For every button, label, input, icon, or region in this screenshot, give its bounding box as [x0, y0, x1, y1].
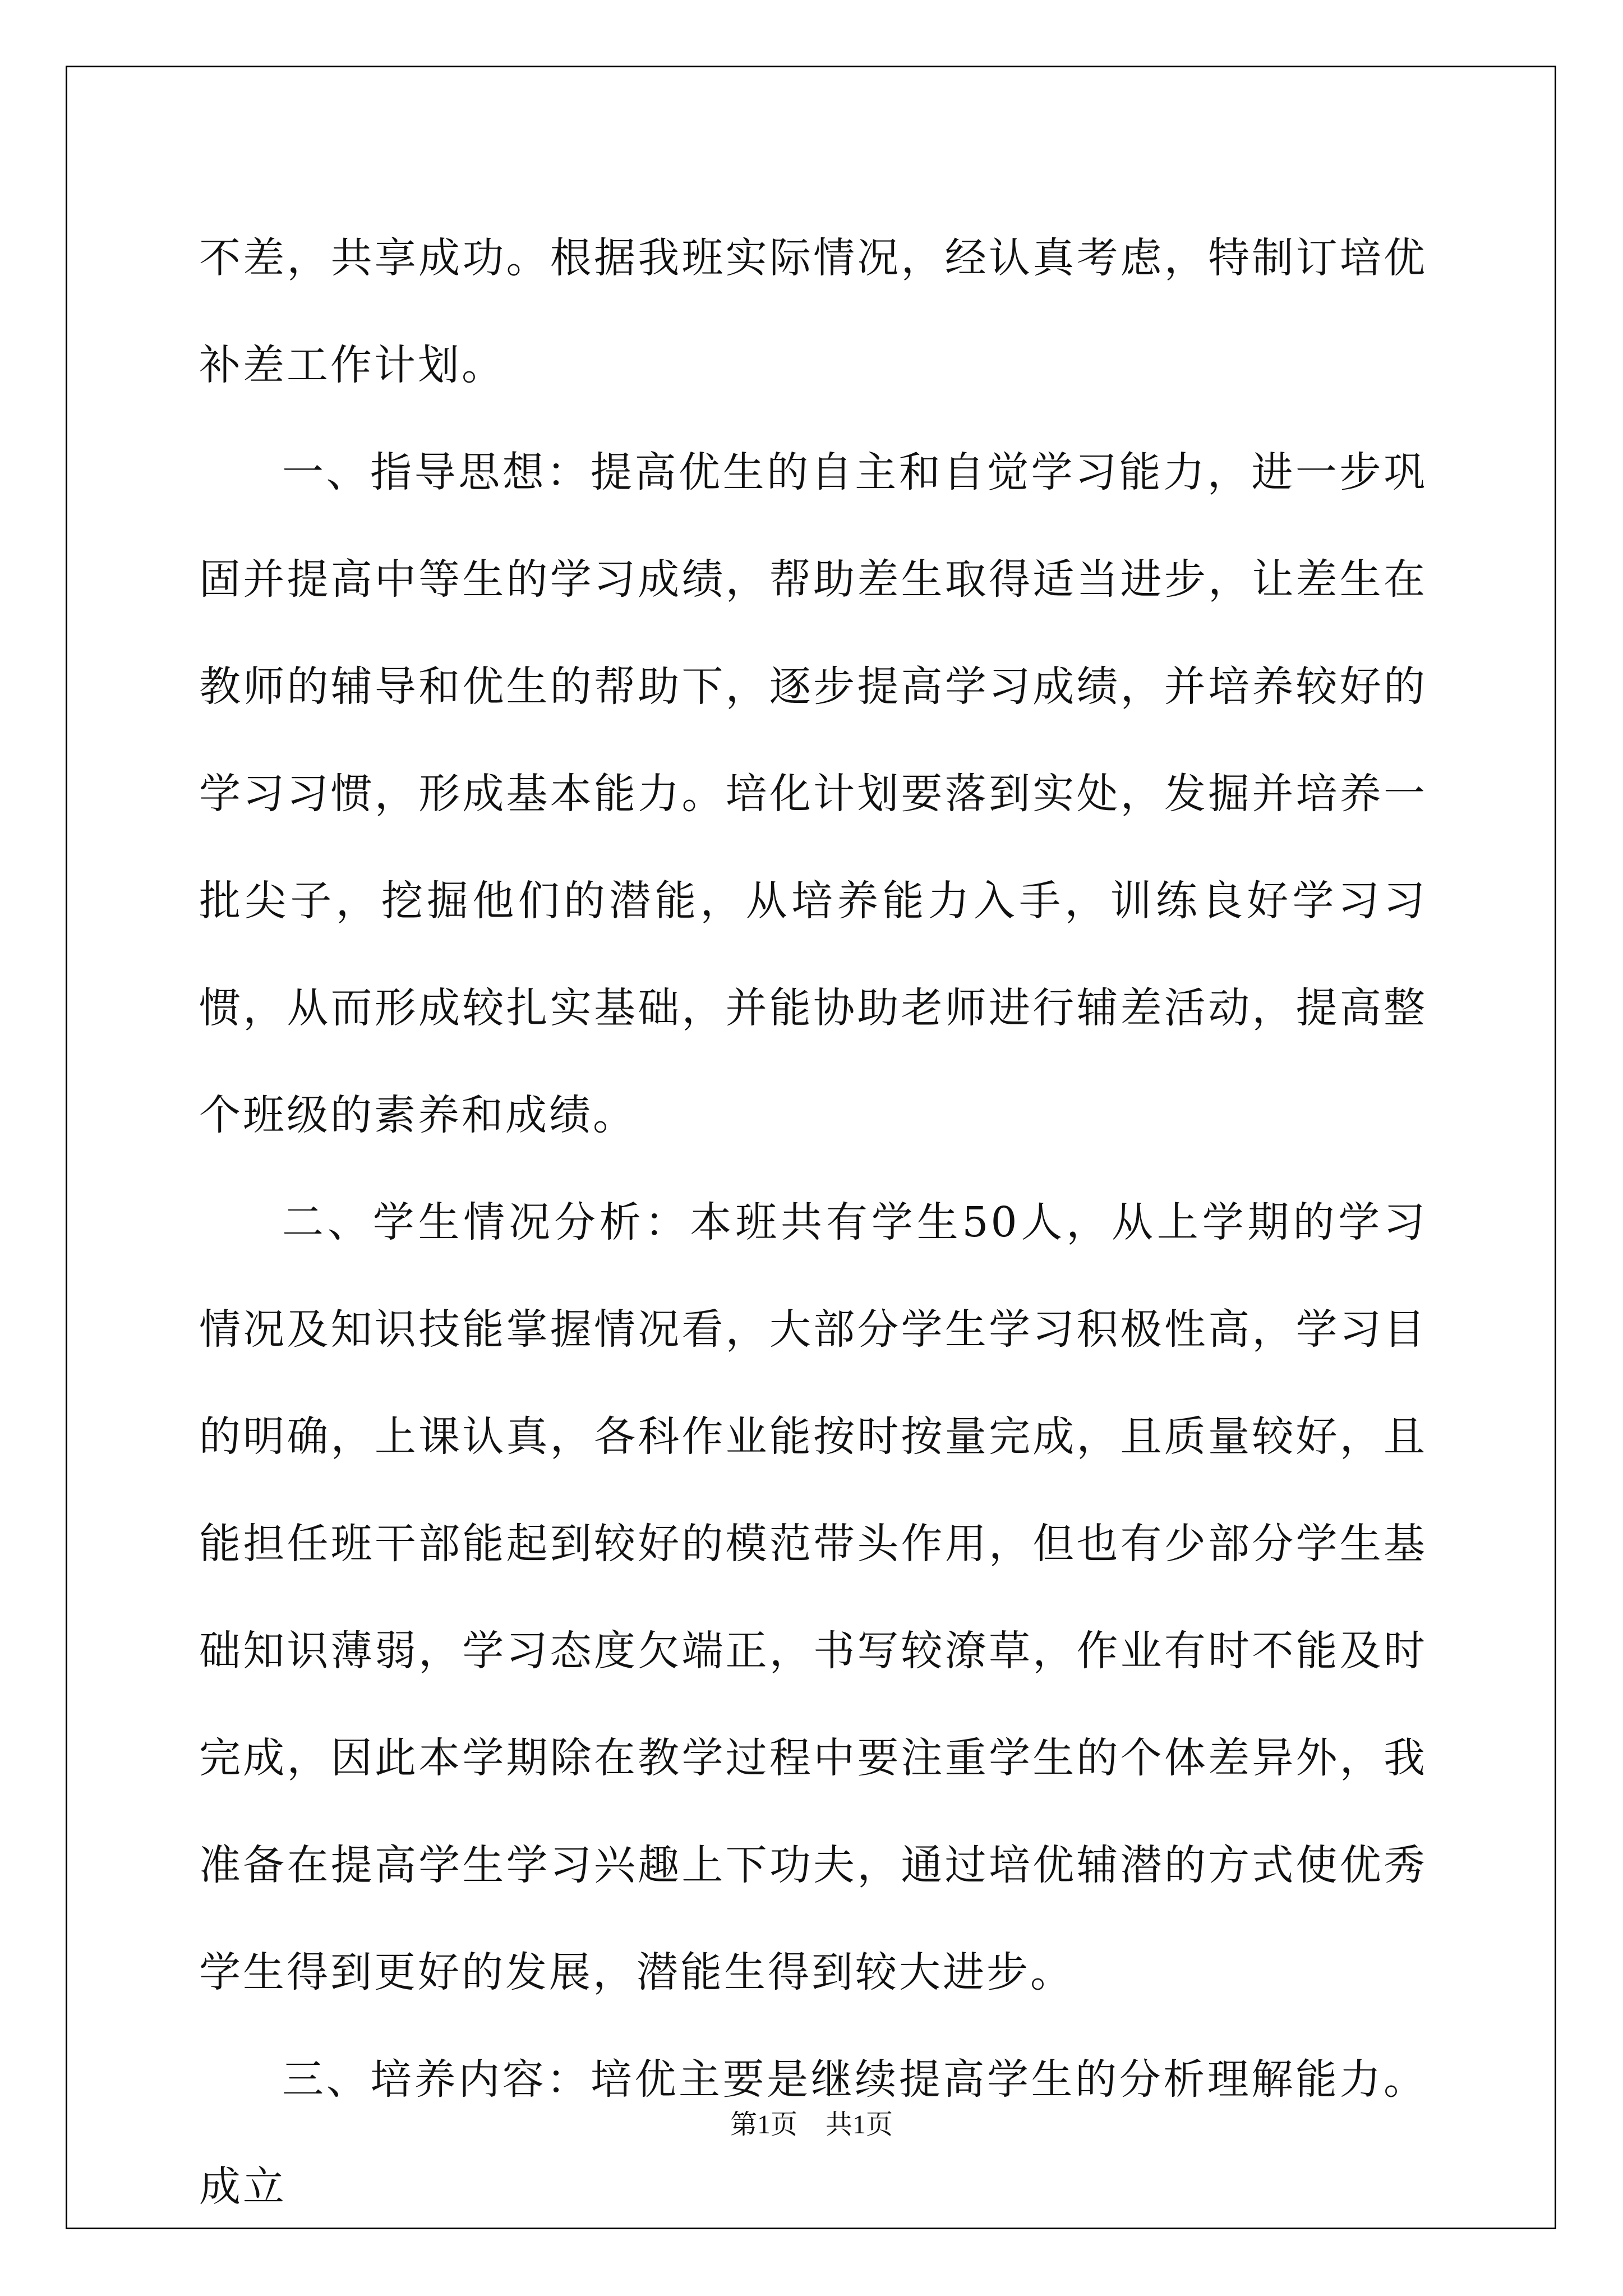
paragraph-1: 不差，共享成功。根据我班实际情况，经认真考虑，特制订培优补差工作计划。	[199, 234, 1427, 389]
paragraph-student-analysis: 二、学生情况分析：本班共有学生50人，从上学期的学习情况及知识技能掌握情况看，大部分学生学习积极性高，学习目的明确，上课认真，各科作业能按时按量完成，且质量较好，且能担任班干部能起到较好的模范带头作用，但也有少部分学生基础知识薄弱，学习态度欠端正，书写较潦草，作业有时不能及时完成，因此本学期除在教学过程中要注重学生的个体差异外，我准备在提高学生学习兴趣上下功夫，通过培优辅潜的方式使优秀学生得到更好的发展，潜能生得到较大进步。	[199, 1198, 1427, 1996]
page-total: 共1页	[826, 2110, 893, 2139]
paragraph-training-content: 三、培养内容：培优主要是继续提高学生的分析理解能力。成立	[199, 2055, 1427, 2211]
document-body	[199, 205, 1427, 2240]
paragraph-guiding-ideology: 一、指导思想：提高优生的自主和自觉学习能力，进一步巩固并提高中等生的学习成绩，帮助差生取得适当进步，让差生在教师的辅导和优生的帮助下，逐步提高学习成绩，并培养较好的学习习惯，形成基本能力。培化计划要落到实处，发掘并培养一批尖子，挖掘他们的潜能，从培养能力入手，训练良好学习习惯，从而形成较扎实基础，并能协助老师进行辅差活动，提高整个班级的素养和成绩。	[199, 448, 1427, 1139]
page-footer	[0, 2102, 1623, 2141]
page-number: 第1页	[730, 2110, 797, 2139]
